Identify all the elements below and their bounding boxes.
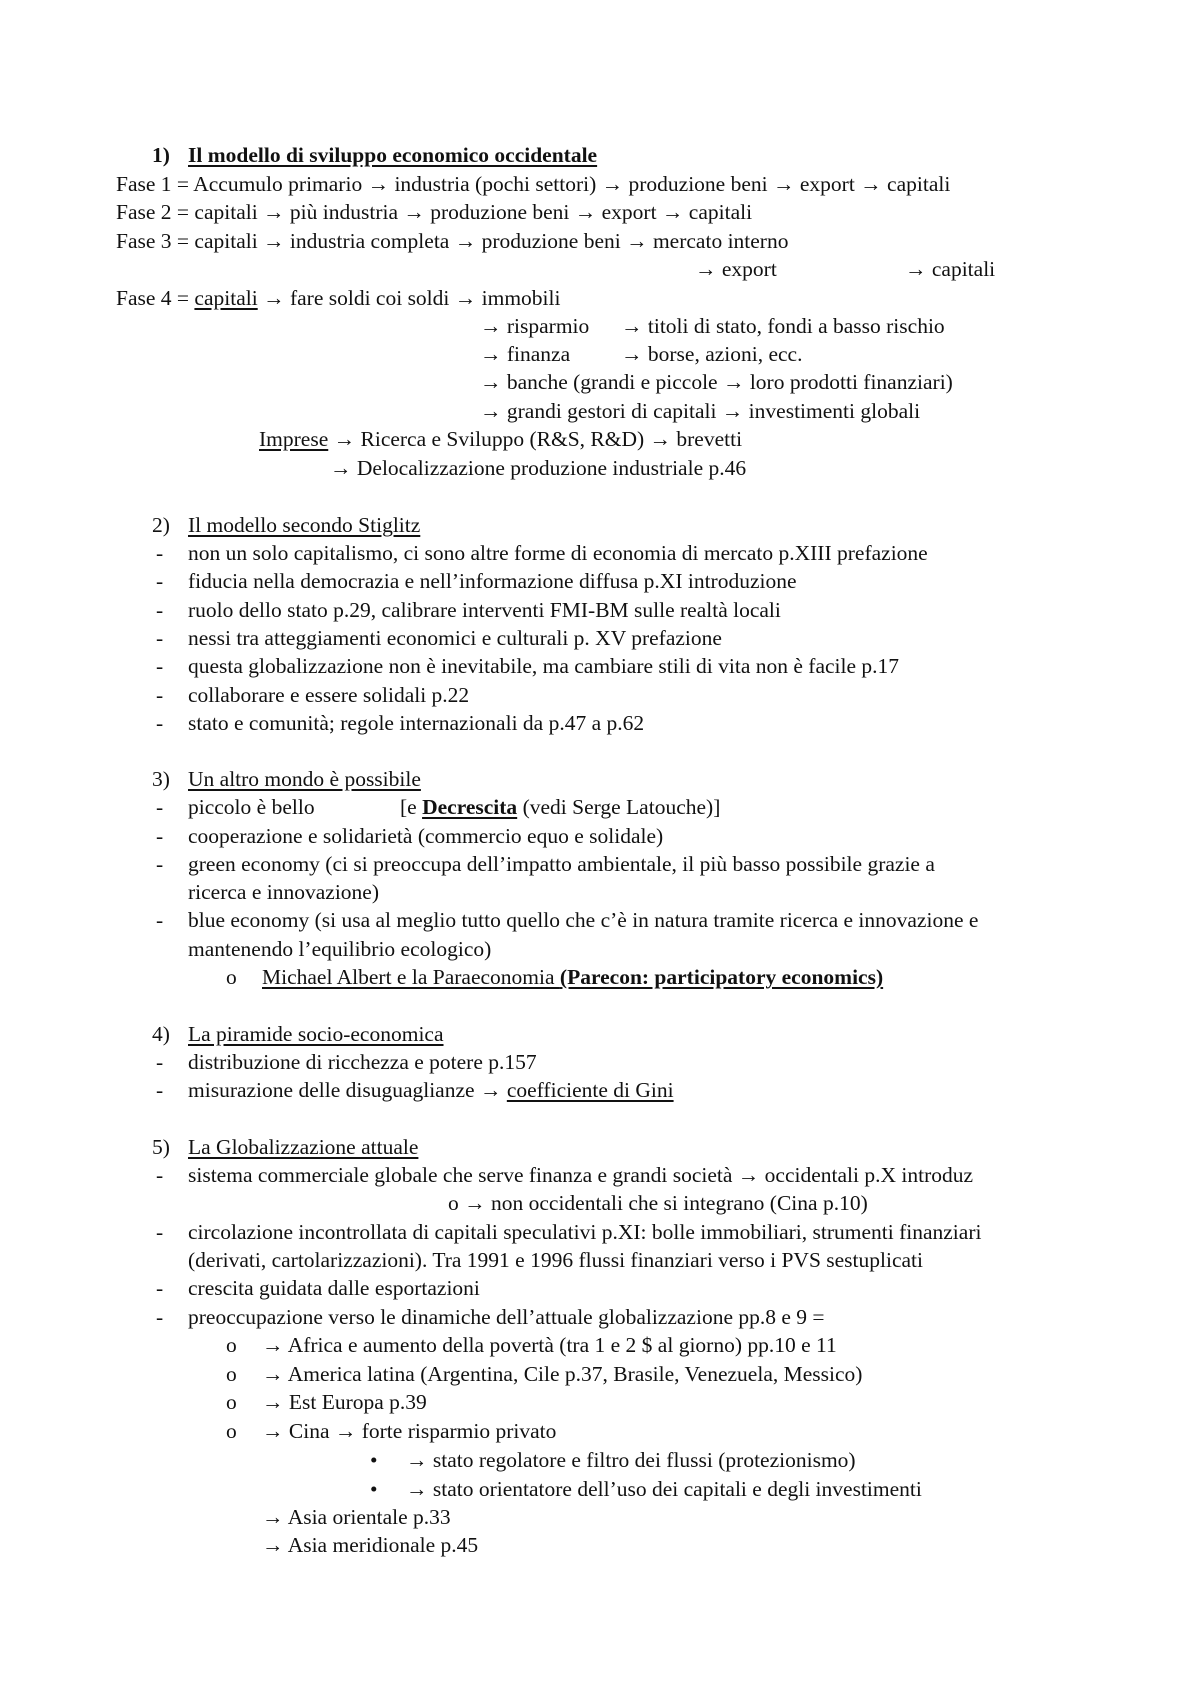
- section-5-number: 5): [152, 1135, 170, 1159]
- disuguaglianze-text: misurazione delle disuguaglianze →: [188, 1078, 507, 1102]
- fase-4-titoli: → titoli di stato, fondi a basso rischio: [621, 314, 945, 338]
- dash-mark: -: [156, 795, 164, 819]
- section-2-title: Il modello secondo Stiglitz: [188, 513, 421, 537]
- dash-mark: -: [156, 597, 164, 622]
- section-4-title: La piramide socio-economica: [188, 1022, 444, 1046]
- sub-bullet-o: o: [226, 1390, 237, 1414]
- dash-mark: -: [156, 1050, 164, 1074]
- fase-4-banche: → banche (grandi e piccole → loro prodotti finanziari): [480, 370, 953, 394]
- list-item: collaborare e essere solidali p.22: [188, 682, 470, 707]
- fase-3-export: → export: [695, 257, 777, 281]
- decrescita-prefix: [e: [400, 795, 423, 819]
- sub-list-item: → Africa e aumento della povertà (tra 1 e 2 $ al giorno) pp.10 e 11: [262, 1333, 837, 1357]
- item-green-economy-cont: ricerca e innovazione): [188, 880, 379, 904]
- sub-list-item: → America latina (Argentina, Cile p.37, Brasile, Venezuela, Messico): [262, 1361, 863, 1386]
- item-blue-economy: blue economy (si usa al meglio tutto quello che c’è in natura tramite ricerca e innovazione e: [188, 908, 979, 932]
- imprese-line: [259, 425, 742, 453]
- section-4-number: 4): [152, 1022, 170, 1046]
- list-item: fiducia nella democrazia e nell’informazione diffusa p.XI introduzione: [188, 569, 797, 594]
- fase-4-borse: → borse, azioni, ecc.: [621, 342, 803, 366]
- dash-mark: -: [156, 1163, 164, 1187]
- fase-3-capitali: → capitali: [905, 257, 996, 281]
- section-1-title: Il modello di sviluppo economico occidentale: [188, 143, 598, 167]
- dash-mark: -: [156, 852, 164, 876]
- dash-mark: -: [156, 541, 164, 565]
- bullet-dot: •: [370, 1476, 378, 1501]
- dash-mark: -: [156, 654, 164, 679]
- item-crescita: crescita guidata dalle esportazioni: [188, 1276, 480, 1300]
- fase-4-finanza: → finanza: [480, 342, 571, 366]
- bullet-dot: •: [370, 1448, 378, 1472]
- list-item: questa globalizzazione non è inevitabile, ma cambiare stili di vita non è facile p.17: [188, 654, 900, 679]
- item-blue-economy-cont: mantenendo l’equilibrio ecologico): [188, 937, 492, 961]
- dash-mark: -: [156, 710, 164, 735]
- dash-mark: -: [156, 1276, 164, 1300]
- imprese-label: Imprese: [259, 427, 329, 451]
- sub-bullet-o: o: [226, 1418, 237, 1443]
- item-asia-orientale: → Asia orientale p.33: [262, 1505, 451, 1529]
- dash-mark: -: [156, 824, 164, 848]
- subsub-list-item: → stato regolatore e filtro dei flussi (protezionismo): [406, 1448, 856, 1472]
- fase-3-line: Fase 3 = capitali → industria completa → produzione beni → mercato interno: [116, 229, 789, 253]
- section-2-number: 2): [152, 513, 170, 537]
- decrescita-label: Decrescita: [422, 795, 518, 819]
- fase-4-risparmio: → risparmio: [480, 314, 590, 338]
- list-item: non un solo capitalismo, ci sono altre forme di economia di mercato p.XIII prefazione: [188, 541, 928, 565]
- sub-bullet-o: o: [226, 1361, 237, 1386]
- item-parecon: [262, 963, 883, 991]
- dash-mark: -: [156, 1078, 164, 1102]
- fase-4-suffix: → fare soldi coi soldi → immobili: [257, 286, 561, 310]
- item-cooperazione: cooperazione e solidarietà (commercio equo e solidale): [188, 824, 664, 848]
- dash-mark: -: [156, 682, 164, 707]
- subsub-list-item: → stato orientatore dell’uso dei capitali e degli investimenti: [406, 1476, 922, 1501]
- item-circolazione-cont: (derivati, cartolarizzazioni). Tra 1991 e 1996 flussi finanziari verso i PVS sestuplicati: [188, 1248, 923, 1272]
- section-3-number: 3): [152, 767, 170, 791]
- sub-list-item: → Est Europa p.39: [262, 1390, 427, 1414]
- dash-mark: -: [156, 1220, 164, 1244]
- sub-bullet-o: o: [226, 965, 237, 989]
- section-5-title: La Globalizzazione attuale: [188, 1135, 419, 1159]
- fase-4-prefix: Fase 4 =: [116, 286, 195, 310]
- item-sistema-commerciale: sistema commerciale globale che serve finanza e grandi società → occidentali p.X introduz: [188, 1163, 974, 1187]
- list-item: nessi tra atteggiamenti economici e culturali p. XV prefazione: [188, 625, 722, 650]
- gini-label: coefficiente di Gini: [506, 1078, 674, 1102]
- dash-mark: -: [156, 1305, 164, 1329]
- list-item: stato e comunità; regole internazionali da p.47 a p.62: [188, 710, 645, 735]
- item-decrescita: [400, 793, 720, 821]
- fase-4-capitali: capitali: [194, 286, 258, 310]
- dash-mark: -: [156, 625, 164, 650]
- dash-mark: -: [156, 908, 164, 932]
- fase-1-line: Fase 1 = Accumulo primario → industria (pochi settori) → produzione beni → export → capitali: [116, 172, 951, 196]
- item-non-occidentali: o → non occidentali che si integrano (Cina p.10): [448, 1191, 868, 1215]
- section-3-title: Un altro mondo è possibile: [188, 767, 421, 791]
- decrescita-suffix: (vedi Serge Latouche)]: [517, 795, 721, 819]
- item-disuguaglianze: [188, 1076, 674, 1104]
- item-distribuzione: distribuzione di ricchezza e potere p.157: [188, 1050, 537, 1074]
- imprese-rest: → Ricerca e Sviluppo (R&S, R&D) → brevetti: [328, 427, 743, 451]
- fase-4-line: [116, 284, 560, 312]
- list-item: ruolo dello stato p.29, calibrare interventi FMI-BM sulle realtà locali: [188, 597, 781, 622]
- sub-bullet-o: o: [226, 1333, 237, 1357]
- item-piccolo-bello: piccolo è bello: [188, 795, 315, 819]
- section-1-number: 1): [152, 143, 170, 167]
- item-asia-meridionale: → Asia meridionale p.45: [262, 1533, 479, 1557]
- item-preoccupazione: preoccupazione verso le dinamiche dell’attuale globalizzazione pp.8 e 9 =: [188, 1305, 825, 1329]
- sub-list-item: → Cina → forte risparmio privato: [262, 1418, 557, 1443]
- parecon-author: Michael Albert e la Paraeconomia: [262, 965, 560, 989]
- dash-mark: -: [156, 569, 164, 594]
- item-green-economy: green economy (ci si preoccupa dell’impatto ambientale, il più basso possibile grazie a: [188, 852, 935, 876]
- fase-2-line: Fase 2 = capitali → più industria → produzione beni → export → capitali: [116, 200, 753, 224]
- delocalizzazione-line: → Delocalizzazione produzione industriale p.46: [330, 456, 747, 480]
- item-circolazione: circolazione incontrollata di capitali speculativi p.XI: bolle immobiliari, strumenti finanziari: [188, 1220, 982, 1244]
- fase-4-gestori: → grandi gestori di capitali → investimenti globali: [480, 399, 921, 423]
- parecon-label: (Parecon: participatory economics): [559, 965, 884, 989]
